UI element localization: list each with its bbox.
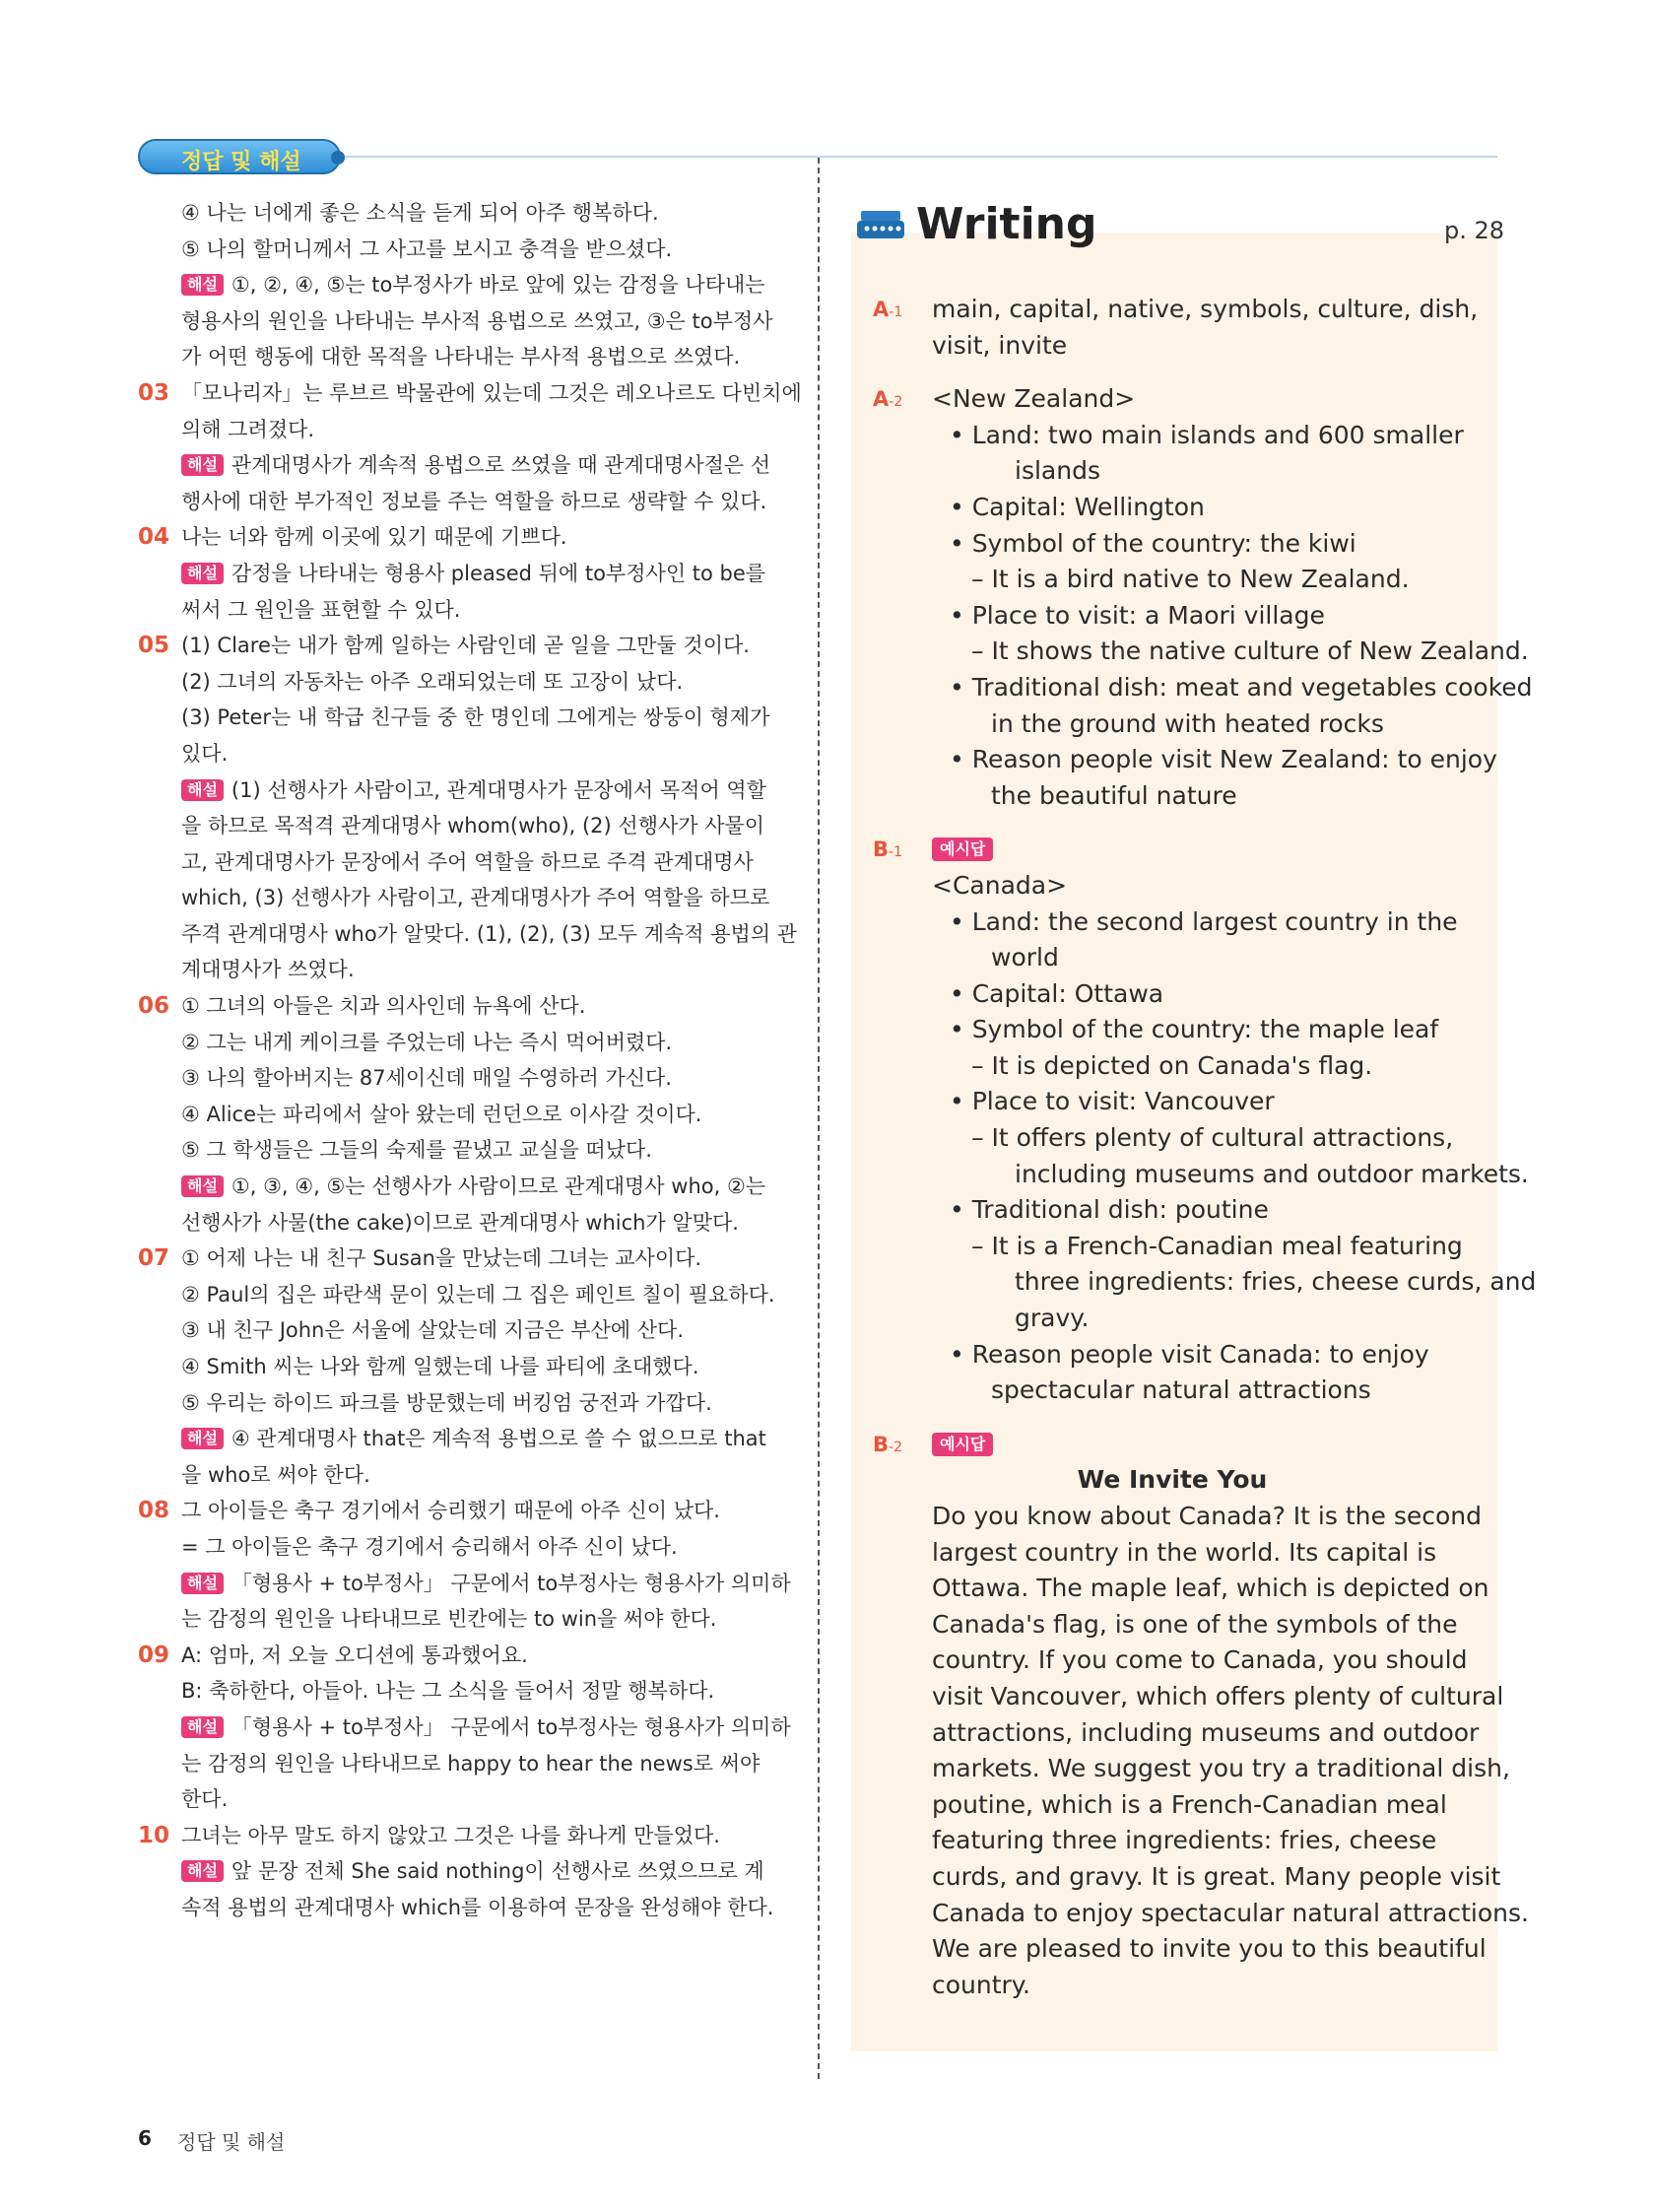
line-text: • Place to visit: a Maori village	[950, 600, 1325, 630]
writing-line	[867, 670, 1533, 706]
writing-line	[867, 1715, 1478, 1752]
line-text: 앞 문장 전체 She said nothing이 선행사로 쓰였으므로 계	[231, 1859, 764, 1884]
line-text: main, capital, native, symbols, culture, dish,	[932, 295, 1479, 323]
badge-dot-icon	[331, 151, 345, 165]
explanation-line	[138, 1025, 790, 1061]
line-text: (1) 선행사가 사람이고, 관계대명사가 문장에서 목적어 역할	[231, 777, 766, 802]
line-text: – It is a French-Canadian meal featuring	[971, 1231, 1463, 1260]
writing-line	[867, 381, 1478, 418]
line-text: 을 who로 써야 한다.	[181, 1462, 370, 1487]
explanation-line	[138, 1132, 790, 1169]
item-label	[873, 381, 902, 421]
explanation-line	[138, 339, 790, 375]
explanation-line	[138, 628, 790, 664]
explanation-line	[138, 1060, 790, 1097]
line-text: 가 어떤 행동에 대한 목적을 나타내는 부사적 용법으로 쓰였다.	[181, 345, 741, 369]
explanation-line	[138, 1890, 790, 1926]
line-text: curds, and gravy. It is great. Many people visit	[932, 1861, 1501, 1891]
explanation-line	[138, 1240, 790, 1277]
explanation-line	[138, 303, 790, 340]
line-text: ④ 관계대명사 that은 계속적 용법으로 쓸 수 없으므로 that	[231, 1427, 766, 1451]
question-number: 07	[138, 1245, 170, 1272]
explanation-line	[138, 1205, 790, 1241]
item-letter: B	[873, 838, 890, 862]
line-text: ①, ③, ④, ⑤는 선행사가 사람이므로 관계대명사 who, ②는	[231, 1174, 766, 1199]
line-text: Do you know about Canada? It is the second	[932, 1502, 1482, 1530]
explanation-line	[138, 592, 790, 629]
explanation-line	[138, 1781, 790, 1818]
answer-explanations-column	[138, 195, 802, 1926]
explanation-line	[138, 447, 790, 484]
page-reference: p. 28	[1444, 217, 1505, 244]
writing-line	[867, 1264, 1537, 1301]
writing-line	[867, 634, 1529, 670]
line-text: (3) Peter는 내 학급 친구들 중 한 명인데 그에게는 쌍둥이 형제가	[181, 705, 770, 730]
explanation-line	[138, 1853, 790, 1890]
line-text: attractions, including museums and outdoor	[932, 1717, 1480, 1747]
explanation-line	[138, 952, 790, 988]
line-text: • Reason people visit Canada: to enjoy	[950, 1339, 1429, 1369]
line-text: ② Paul의 집은 파란색 문이 있는데 그 집은 페인트 칠이 필요하다.	[181, 1282, 775, 1307]
writing-line	[867, 1823, 1478, 1859]
line-text: (2) 그녀의 자동차는 아주 오래되었는데 또 고장이 났다.	[181, 669, 684, 694]
explanation-tag: 해설	[181, 1860, 224, 1882]
explanation-line	[138, 1818, 790, 1854]
line-text: world	[991, 943, 1059, 972]
line-text: 감정을 나타내는 형용사 pleased 뒤에 to부정사인 to be를	[231, 561, 766, 585]
writing-answers-column	[867, 292, 1537, 2003]
question-number: 03	[138, 379, 170, 406]
line-text: • Place to visit: Vancouver	[950, 1087, 1275, 1116]
writing-line	[867, 905, 1478, 941]
line-text: 관계대명사가 계속적 용법으로 쓰였을 때 관계대명사절은 선	[231, 453, 771, 478]
writing-line	[867, 1427, 1478, 1463]
line-text: • Symbol of the country: the maple leaf	[950, 1015, 1439, 1044]
line-text: – It shows the native culture of New Zealand.	[971, 637, 1529, 666]
line-text: 을 하므로 목적격 관계대명사 whom(who), (2) 선행사가 사물이	[181, 814, 765, 838]
line-text: – It offers plenty of cultural attractions,	[971, 1123, 1454, 1153]
line-text: featuring three ingredients: fries, cheese	[932, 1826, 1437, 1855]
line-text: • Capital: Ottawa	[950, 978, 1164, 1008]
item-sub: -2	[889, 1439, 902, 1455]
line-text: visit, invite	[932, 330, 1068, 360]
line-text: which, (3) 선행사가 사람이고, 관계대명사가 주어 역할을 하므로	[181, 886, 770, 910]
line-text: ⑤ 나의 할머니께서 그 사고를 보시고 충격을 받으셨다.	[181, 236, 673, 261]
item-label	[873, 1427, 902, 1466]
line-text: We are pleased to invite you to this beautiful	[932, 1934, 1487, 1964]
line-text: 써서 그 원인을 표현할 수 있다.	[181, 597, 461, 622]
explanation-line	[138, 664, 790, 701]
explanation-line	[138, 232, 790, 268]
line-text: largest country in the world. Its capital is	[932, 1537, 1437, 1567]
line-text: • Land: the second largest country in the	[950, 906, 1458, 936]
item-label	[873, 292, 902, 331]
explanation-line	[138, 484, 790, 520]
writing-line	[867, 832, 1478, 868]
writing-line	[867, 1012, 1478, 1048]
question-number: 05	[138, 633, 170, 659]
section-gap	[867, 1409, 1478, 1427]
writing-line	[867, 292, 1478, 328]
writing-line	[867, 1968, 1478, 2004]
writing-line	[867, 526, 1478, 563]
writing-line	[867, 1859, 1501, 1896]
sample-answer-tag: 예시답	[932, 838, 993, 861]
writing-line	[867, 1896, 1529, 1932]
line-text: the beautiful nature	[991, 780, 1237, 810]
writing-line	[867, 1787, 1478, 1824]
explanation-line	[138, 880, 790, 916]
explanation-line	[138, 1673, 790, 1709]
line-text: 「모나리자」는 루브르 박물관에 있는데 그것은 레오나르도 다빈치에	[181, 380, 802, 405]
line-text: Ottawa. The maple leaf, which is depicted on	[932, 1574, 1489, 1603]
line-text: country.	[932, 1970, 1030, 1999]
explanation-line	[138, 1601, 790, 1638]
explanation-tag: 해설	[181, 1428, 224, 1449]
item-sub: -1	[889, 844, 902, 861]
line-text: markets. We suggest you try a traditional dish,	[932, 1754, 1510, 1783]
explanation-line	[138, 1097, 790, 1133]
line-text: ⑤ 그 학생들은 그들의 숙제를 끝냈고 교실을 떠났다.	[181, 1138, 652, 1163]
writing-line	[867, 490, 1478, 526]
writing-line	[867, 1642, 1478, 1679]
line-text: • Reason people visit New Zealand: to enjoy	[950, 745, 1497, 774]
line-text: – It is depicted on Canada's flag.	[971, 1050, 1373, 1080]
writing-line	[867, 1679, 1504, 1715]
writing-line	[867, 1120, 1478, 1157]
line-text: ② 그는 내게 케이크를 주었는데 나는 즉시 먹어버렸다.	[181, 1030, 673, 1054]
question-number: 09	[138, 1642, 170, 1668]
line-text: ①, ②, ④, ⑤는 to부정사가 바로 앞에 있는 감정을 나타내는	[231, 273, 765, 298]
page-number: 6	[138, 2126, 152, 2150]
writing-line	[867, 328, 1478, 365]
line-text: • Traditional dish: poutine	[950, 1195, 1269, 1225]
explanation-line	[138, 519, 790, 556]
explanation-line	[138, 267, 790, 303]
writing-line	[867, 778, 1478, 815]
explanation-line	[138, 556, 790, 592]
line-text: – It is a bird native to New Zealand.	[971, 565, 1410, 594]
explanation-line	[138, 1349, 790, 1385]
writing-line	[867, 1337, 1478, 1374]
line-text: ③ 내 친구 John은 서울에 살았는데 지금은 부산에 산다.	[181, 1318, 684, 1343]
explanation-line	[138, 1638, 790, 1674]
writing-line	[867, 1048, 1478, 1085]
line-text: 행사에 대한 부가적인 정보를 주는 역할을 하므로 생략할 수 있다.	[181, 489, 767, 513]
question-number: 08	[138, 1498, 170, 1524]
typewriter-icon	[855, 207, 906, 242]
item-letter: B	[873, 1432, 890, 1456]
line-text: 계대명사가 쓰였다.	[181, 958, 355, 982]
line-text: = 그 아이들은 축구 경기에서 승리해서 아주 신이 났다.	[181, 1534, 678, 1559]
line-text: • Capital: Wellington	[950, 492, 1205, 521]
line-text: • Land: two main islands and 600 smaller	[950, 420, 1464, 449]
line-text: 선행사가 사물(the cake)이므로 관계대명사 which가 알맞다.	[181, 1210, 739, 1235]
writing-line	[867, 598, 1478, 635]
explanation-tag: 해설	[181, 779, 224, 801]
line-text: 고, 관계대명사가 문장에서 주어 역할을 하므로 주격 관계대명사	[181, 849, 754, 874]
line-text: ⑤ 우리는 하이드 파크를 방문했는데 버킹엄 궁전과 가깝다.	[181, 1390, 712, 1415]
explanation-line	[138, 1529, 790, 1566]
line-text: <New Zealand>	[932, 384, 1136, 414]
writing-line	[867, 868, 1478, 905]
line-text: 그녀는 아무 말도 하지 않았고 그것은 나를 화나게 만들었다.	[181, 1823, 720, 1847]
line-text: 속적 용법의 관계대명사 which를 이용하여 문장을 완성해야 한다.	[181, 1895, 774, 1919]
line-text: 는 감정의 원인을 나타내므로 happy to hear the news로 써야	[181, 1751, 760, 1776]
explanation-line	[138, 700, 790, 736]
line-text: 주격 관계대명사 who가 알맞다. (1), (2), (3) 모두 계속적 용법의 관	[181, 921, 798, 946]
line-text: B: 축하한다, 아들아. 나는 그 소식을 들어서 정말 행복하다.	[181, 1679, 715, 1704]
writing-line	[867, 1607, 1478, 1643]
explanation-line	[138, 1312, 790, 1349]
writing-line	[867, 1373, 1478, 1409]
line-text: 형용사의 원인을 나타내는 부사적 용법으로 쓰였고, ③은 to부정사	[181, 308, 773, 333]
explanation-line	[138, 1277, 790, 1313]
writing-line	[867, 706, 1478, 743]
explanation-tag: 해설	[181, 454, 224, 476]
writing-line	[867, 1535, 1478, 1572]
writing-line	[867, 1499, 1482, 1535]
line-text: ④ Alice는 파리에서 살아 왔는데 런던으로 이사갈 것이다.	[181, 1102, 702, 1126]
explanation-tag: 해설	[181, 1716, 224, 1738]
explanation-line	[138, 772, 790, 809]
explanation-tag: 해설	[181, 1573, 224, 1594]
line-text: islands	[1015, 456, 1100, 486]
item-label	[873, 832, 902, 871]
explanation-line	[138, 375, 802, 412]
item-sub: -2	[889, 394, 903, 411]
writing-line	[867, 453, 1478, 490]
explanation-line	[138, 1385, 790, 1422]
explanation-line	[138, 1421, 790, 1457]
line-text: 「형용사 + to부정사」 구문에서 to부정사는 형용사가 의미하	[231, 1571, 791, 1595]
item-sub: -1	[889, 304, 903, 320]
line-text: 나는 너와 함께 이곳에 있기 때문에 기쁘다.	[181, 525, 567, 550]
section-gap	[867, 814, 1478, 832]
line-text: in the ground with heated rocks	[991, 708, 1384, 738]
explanation-line	[138, 412, 790, 448]
question-number: 06	[138, 993, 170, 1020]
explanation-tag: 해설	[181, 274, 224, 296]
section-gap	[867, 364, 1478, 381]
explanation-line	[138, 916, 798, 953]
line-text: 있다.	[181, 741, 229, 766]
writing-line	[867, 418, 1478, 454]
writing-line	[867, 1084, 1478, 1120]
explanation-line	[138, 844, 790, 881]
line-text: ④ 나는 너에게 좋은 소식을 듣게 되어 아주 행복하다.	[181, 201, 659, 225]
writing-line	[867, 562, 1478, 598]
writing-line	[867, 1571, 1489, 1607]
line-text: 의해 그려졌다.	[181, 417, 315, 441]
line-text: three ingredients: fries, cheese curds, and	[1015, 1267, 1537, 1297]
line-text: country. If you come to Canada, you should	[932, 1645, 1468, 1675]
line-text: ① 어제 나는 내 친구 Susan을 만났는데 그녀는 교사이다.	[181, 1246, 702, 1271]
explanation-tag: 해설	[181, 563, 224, 584]
writing-line	[867, 1931, 1487, 1968]
question-number: 10	[138, 1822, 170, 1848]
line-text: 「형용사 + to부정사」 구문에서 to부정사는 형용사가 의미하	[231, 1714, 791, 1739]
essay-title: We Invite You	[1077, 1465, 1268, 1495]
line-text: 그 아이들은 축구 경기에서 승리했기 때문에 아주 신이 났다.	[181, 1499, 720, 1523]
explanation-line	[138, 1746, 790, 1782]
explanation-line	[138, 808, 790, 844]
writing-line	[867, 1751, 1510, 1787]
footer-label: 정답 및 해설	[177, 2130, 286, 2154]
writing-line	[867, 976, 1478, 1013]
writing-line	[867, 1192, 1478, 1229]
line-text: spectacular natural attractions	[991, 1375, 1371, 1405]
line-text: A: 엄마, 저 오늘 오디션에 통과했어요.	[181, 1642, 528, 1667]
line-text: gravy.	[1015, 1304, 1090, 1333]
writing-line	[867, 1157, 1529, 1193]
line-text: Canada to enjoy spectacular natural attractions.	[932, 1898, 1529, 1927]
explanation-line	[138, 1457, 790, 1494]
line-text: including museums and outdoor markets.	[1015, 1159, 1529, 1188]
section-badge	[138, 139, 341, 174]
line-text: ③ 나의 할아버지는 87세이신데 매일 수영하러 가신다.	[181, 1066, 672, 1091]
explanation-line	[138, 1493, 790, 1529]
line-text: Canada's flag, is one of the symbols of the	[932, 1609, 1458, 1639]
line-text: • Traditional dish: meat and vegetables cooked	[950, 672, 1533, 702]
writing-line	[867, 1301, 1478, 1337]
writing-line	[867, 940, 1478, 976]
explanation-line	[138, 1566, 790, 1602]
line-text: poutine, which is a French-Canadian meal	[932, 1789, 1447, 1819]
explanation-tag: 해설	[181, 1175, 224, 1197]
line-text: <Canada>	[932, 870, 1068, 900]
section-badge-label: 정답 및 해설	[181, 150, 301, 174]
writing-line	[867, 1229, 1478, 1265]
explanation-line	[138, 1169, 790, 1205]
question-number: 04	[138, 524, 170, 551]
item-letter: A	[873, 387, 890, 412]
column-divider	[818, 158, 820, 2079]
sample-answer-tag: 예시답	[932, 1433, 993, 1456]
line-text: ① 그녀의 아들은 치과 의사인데 뉴욕에 산다.	[181, 994, 586, 1019]
writing-line	[867, 1462, 1478, 1499]
line-text: 는 감정의 원인을 나타내므로 빈칸에는 to win을 써야 한다.	[181, 1607, 717, 1632]
line-text: • Symbol of the country: the kiwi	[950, 528, 1356, 558]
line-text: 한다.	[181, 1787, 229, 1812]
line-text: ④ Smith 씨는 나와 함께 일했는데 나를 파티에 초대했다.	[181, 1355, 699, 1378]
explanation-line	[138, 195, 790, 232]
explanation-line	[138, 736, 790, 772]
explanation-line	[138, 988, 790, 1025]
writing-title: Writing	[916, 199, 1097, 249]
item-letter: A	[873, 298, 890, 321]
explanation-line	[138, 1709, 790, 1746]
line-text: visit Vancouver, which offers plenty of cultural	[932, 1681, 1504, 1710]
writing-line	[867, 742, 1497, 778]
line-text: (1) Clare는 내가 함께 일하는 사람인데 곧 일을 그만둘 것이다.	[181, 634, 750, 658]
